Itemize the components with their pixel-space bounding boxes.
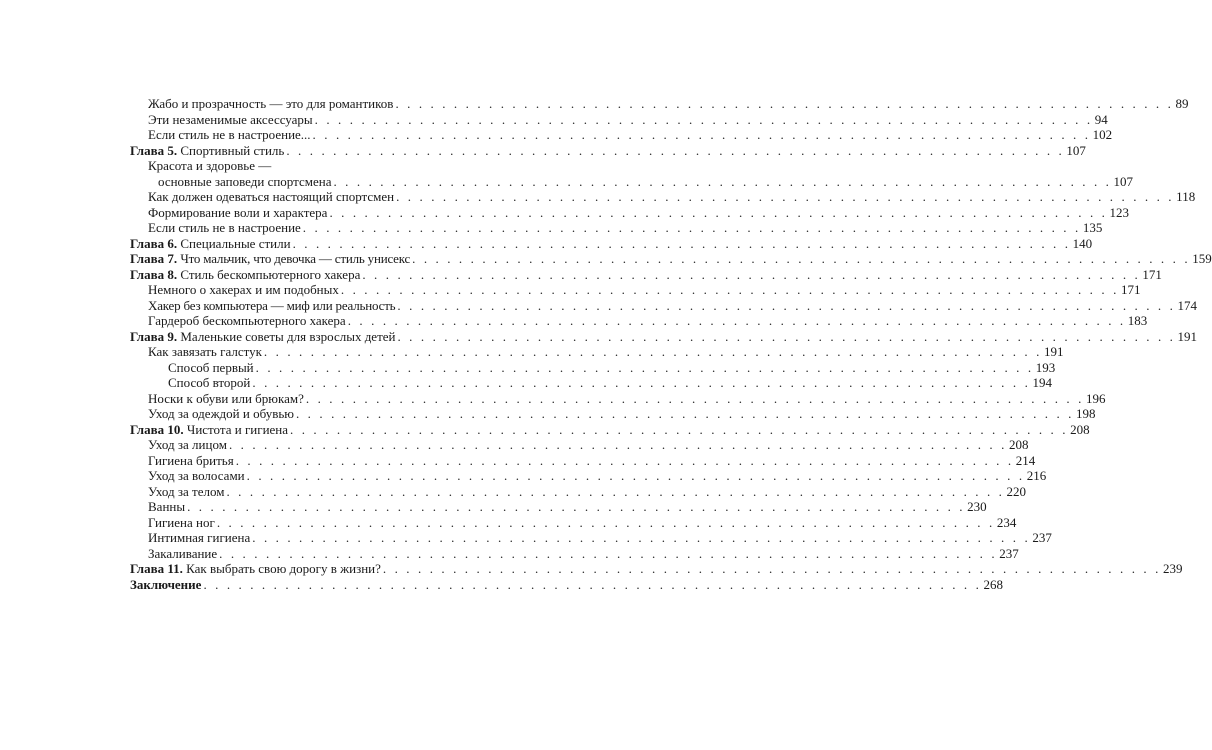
toc-entry-page: 102 [1092, 127, 1113, 142]
toc-entry-page: 183 [1127, 313, 1148, 328]
table-of-contents [130, 96, 1212, 592]
toc-entry-page: 191 [1177, 328, 1198, 344]
toc-entry-title: Если стиль не в настроение [148, 220, 301, 235]
toc-entry-page: 140 [1072, 235, 1093, 251]
toc-entry [130, 437, 1029, 453]
toc-subentry [130, 375, 1052, 391]
toc-entry-title: Способ второй [168, 375, 251, 390]
toc-entry-page: 208 [1009, 437, 1029, 452]
toc-entry [130, 96, 1189, 112]
dot-leader [348, 313, 1126, 329]
toc-entry [130, 406, 1096, 422]
toc-entry [130, 452, 1036, 469]
dot-leader [229, 437, 1007, 453]
toc-entry-title-line1: Красота и здоровье — [148, 158, 272, 173]
toc-chapter-title [130, 329, 395, 345]
toc-entry-title: Немного о хакерах и им подобных [148, 282, 339, 297]
dot-leader [247, 468, 1025, 484]
toc-entry-title: Уход за лицом [148, 437, 227, 452]
toc-entry-page: 194 [1032, 375, 1052, 390]
dot-leader [203, 577, 981, 593]
toc-entry [130, 545, 1019, 562]
dot-leader [187, 499, 965, 515]
dot-leader [286, 143, 1064, 159]
chapter-label: Глава 5. [130, 142, 178, 158]
dot-leader [219, 546, 997, 562]
dot-leader [256, 360, 1034, 376]
dot-leader [217, 515, 995, 531]
toc-entry-page: 193 [1035, 359, 1056, 375]
toc-entry-page: 196 [1085, 390, 1106, 406]
toc-chapter [130, 142, 1086, 159]
toc-entry [130, 390, 1106, 407]
toc-entry-page: 159 [1192, 251, 1212, 266]
chapter-title: Стиль бескомпьютерного хакера [180, 266, 361, 282]
toc-entry-page: 230 [967, 499, 987, 514]
dot-leader [252, 530, 1030, 546]
toc-entry-title: Уход за телом [148, 483, 225, 499]
toc-chapter [130, 328, 1198, 345]
toc-entry-title: Ванны [148, 499, 186, 514]
toc-subentry [130, 359, 1056, 376]
toc-entry [130, 220, 1103, 236]
toc-entry-page: 118 [1176, 189, 1196, 204]
dot-leader [329, 205, 1107, 221]
dot-leader [397, 298, 1175, 314]
toc-entry-page: 191 [1043, 344, 1064, 359]
toc-entry-title: Уход за одеждой и обувью [148, 406, 294, 421]
dot-leader [333, 174, 1111, 190]
toc-entry-page: 268 [983, 576, 1003, 592]
chapter-label: Глава 8. [130, 266, 178, 282]
toc-entry-page: 171 [1142, 266, 1162, 282]
dot-leader [412, 251, 1190, 267]
chapter-title: Специальные стили [180, 235, 291, 251]
toc-entry [130, 282, 1141, 298]
dot-leader [315, 112, 1093, 128]
dot-leader [383, 561, 1161, 577]
chapter-title: Спортивный стиль [180, 142, 285, 158]
toc-entry-page: 239 [1162, 561, 1183, 576]
toc-chapter [130, 235, 1093, 252]
dot-leader [252, 375, 1030, 391]
toc-entry-title: Закаливание [148, 545, 218, 561]
dot-leader [396, 189, 1174, 205]
toc-entry [130, 173, 1134, 190]
chapter-label: Глава 6. [130, 235, 178, 251]
toc-entry-page: 94 [1094, 111, 1108, 127]
chapter-label: Глава 10. [130, 421, 184, 437]
toc-chapter-title [130, 422, 288, 438]
toc-entry [130, 111, 1108, 128]
toc-entry-page: 174 [1177, 297, 1197, 313]
toc-entry-page: 107 [1066, 142, 1086, 158]
toc-entry-page: 171 [1120, 282, 1141, 297]
toc-entry-title: Способ первый [168, 359, 254, 375]
dot-leader [296, 406, 1074, 422]
dot-leader [397, 329, 1175, 345]
toc-entry [130, 204, 1130, 221]
conclusion-title: Заключение [130, 576, 202, 592]
toc-entry-title: Интимная гигиена [148, 530, 251, 545]
toc-chapter-title [130, 251, 410, 267]
toc-entry [130, 344, 1064, 360]
toc-entry-page: 237 [1032, 530, 1052, 545]
dot-leader [306, 391, 1084, 407]
toc-entry-title: Хакер без компьютера — миф или реальность [148, 297, 396, 313]
dot-leader [362, 267, 1140, 283]
toc-chapter-title [130, 561, 381, 577]
toc-entry-title: Как должен одеваться настоящий спортсмен [148, 189, 395, 204]
toc-entry-title: Гигиена бритья [148, 452, 234, 468]
toc-entry [130, 158, 496, 174]
toc-entry-title: Гардероб бескомпьютерного хакера [148, 313, 346, 328]
toc-chapter-title [130, 236, 291, 252]
toc-entry-title-line2: основные заповеди спортсмена [158, 173, 332, 189]
toc-chapter [130, 561, 1183, 577]
chapter-title: Чистота и гигиена [186, 421, 289, 437]
toc-entry [130, 499, 987, 515]
toc-entry [130, 189, 1196, 205]
toc-entry [130, 514, 1017, 531]
toc-entry-page: 214 [1015, 452, 1036, 468]
toc-conclusion [130, 576, 1003, 593]
dot-leader [293, 236, 1071, 252]
toc-chapter [130, 266, 1162, 283]
chapter-title: Как выбрать свою дорогу в жизни? [186, 561, 381, 576]
toc-entry [130, 468, 1047, 484]
dot-leader [303, 220, 1081, 236]
toc-chapter-title [130, 267, 360, 283]
dot-leader [290, 422, 1068, 438]
toc-entry-page: 220 [1006, 483, 1027, 499]
dot-leader [226, 484, 1004, 500]
dot-leader [313, 127, 1091, 143]
toc-entry [130, 127, 1113, 143]
chapter-title: Маленькие советы для взрослых детей [180, 328, 396, 344]
toc-entry [130, 530, 1052, 546]
dot-leader [341, 282, 1119, 298]
toc-entry [130, 483, 1027, 500]
toc-entry-page: 234 [996, 514, 1017, 530]
toc-entry [130, 297, 1197, 314]
chapter-label: Глава 9. [130, 328, 178, 344]
toc-entry-title: Носки к обуви или брюкам? [148, 390, 304, 406]
chapter-label: Глава 7. [130, 251, 178, 266]
dot-leader [264, 344, 1042, 360]
toc-entry-title: Формирование воли и характера [148, 204, 328, 220]
toc-chapter [130, 421, 1090, 438]
toc-entry-title: Если стиль не в настроение... [148, 127, 311, 142]
dot-leader [236, 453, 1014, 469]
toc-chapter [130, 251, 1212, 267]
toc-entry-title: Эти незаменимые аксессуары [148, 111, 313, 127]
toc-entry-page: 89 [1175, 96, 1189, 111]
toc-entry-title: Гигиена ног [148, 514, 215, 530]
toc-entry-page: 107 [1113, 173, 1134, 189]
toc-entry-page: 135 [1082, 220, 1103, 235]
toc-entry-title: Как завязать галстук [148, 344, 262, 359]
toc-entry-title: Жабо и прозрачность — это для романтиков [148, 96, 394, 111]
toc-entry-page: 208 [1070, 421, 1090, 437]
toc-entry [130, 313, 1148, 329]
toc-entry-page: 198 [1076, 406, 1096, 421]
toc-chapter-title [130, 143, 284, 159]
toc-entry-page: 237 [999, 545, 1019, 561]
toc-entry-title: Уход за волосами [148, 468, 245, 483]
chapter-title: Что мальчик, что девочка — стиль унисекс [180, 251, 411, 266]
chapter-label: Глава 11. [130, 561, 183, 576]
toc-entry-page: 123 [1109, 204, 1130, 220]
dot-leader [395, 96, 1173, 112]
toc-entry-page: 216 [1026, 468, 1047, 483]
